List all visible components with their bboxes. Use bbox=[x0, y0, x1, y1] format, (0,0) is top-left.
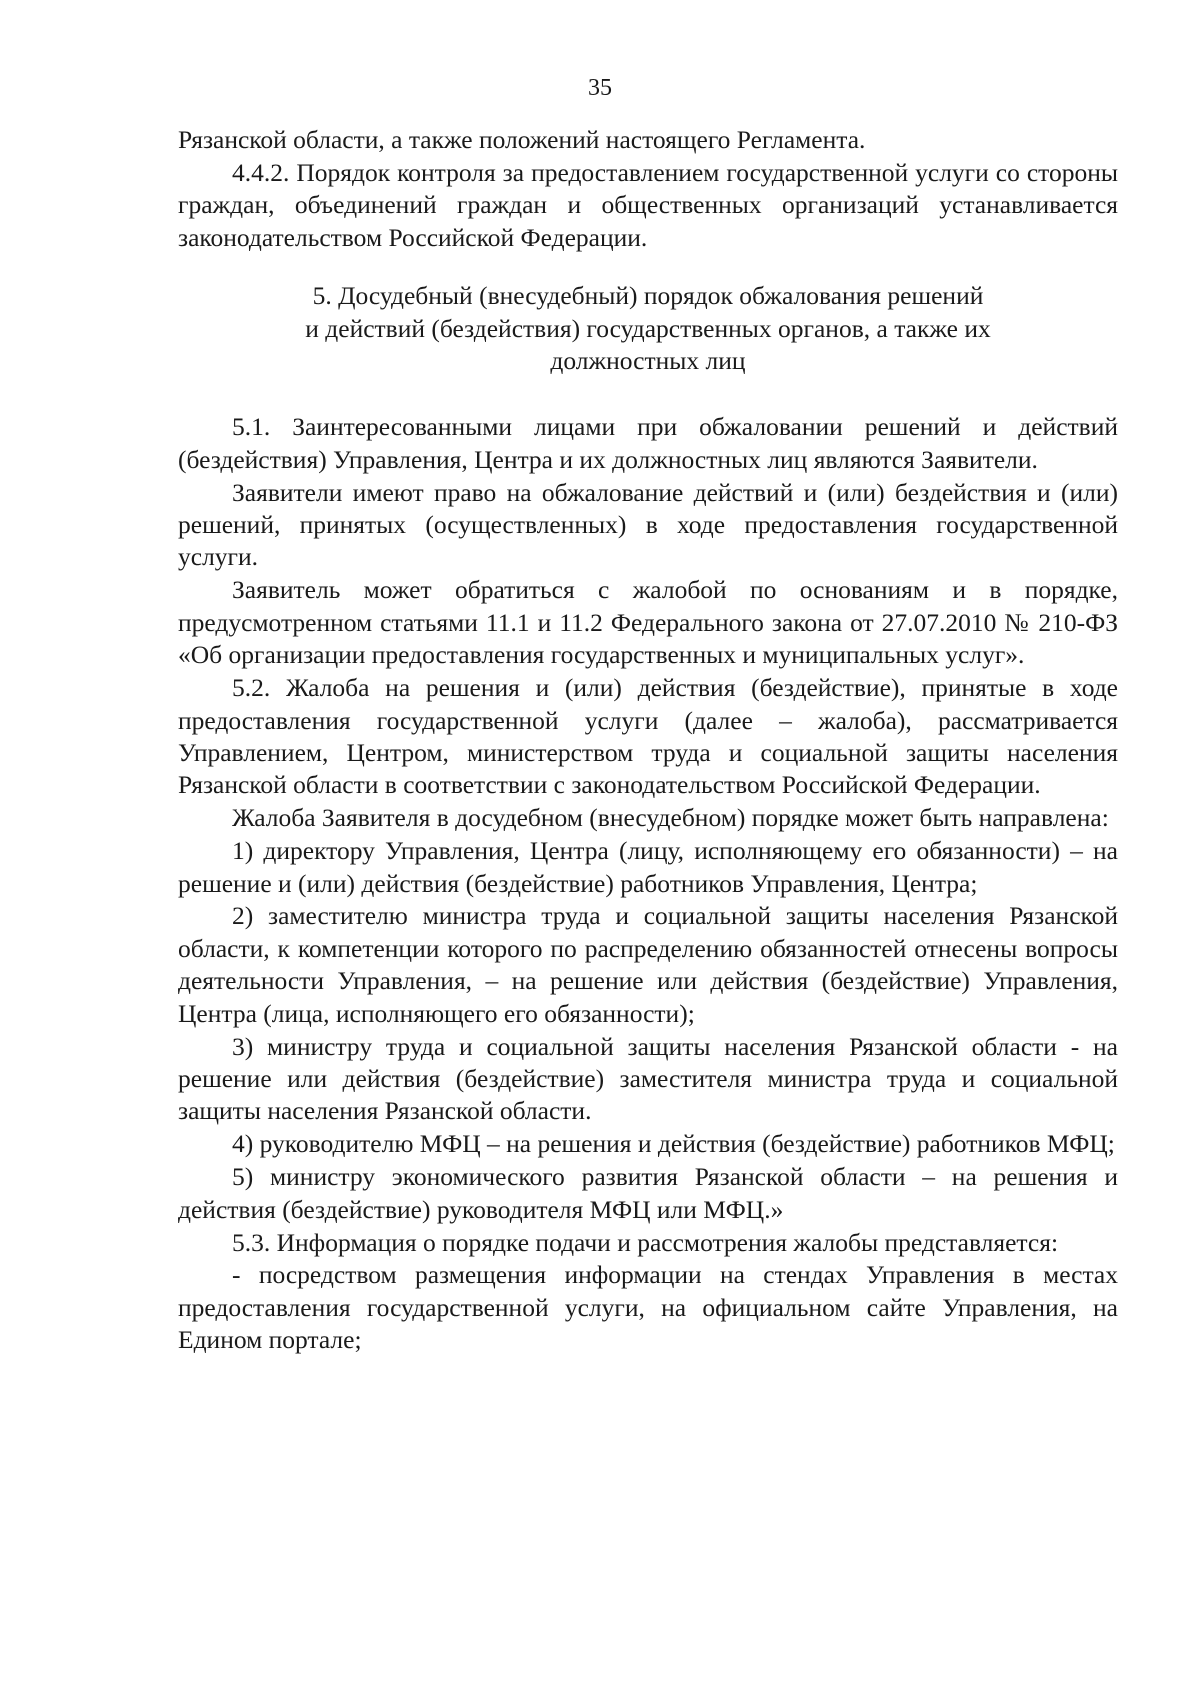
page-number: 35 bbox=[588, 75, 612, 101]
paragraph-5-1: 5.1. Заинтересованными лицами при обжаловании решений и действий (бездействия) Управления, Центра и их должностных лиц являются Заявители. bbox=[178, 412, 1118, 474]
section-heading bbox=[178, 280, 1118, 377]
paragraph-5-3: 5.3. Информация о порядке подачи и рассмотрения жалобы представляется: bbox=[232, 1227, 1059, 1257]
section-heading-line-3: должностных лиц bbox=[550, 345, 746, 375]
paragraph-top-1: 4.4.2. Порядок контроля за предоставлением государственной услуги со стороны граждан, объединений граждан и общественных организаций устанавливается законодательством Российской Федерации. bbox=[178, 157, 1118, 252]
list-item-1: 1) директору Управления, Центра (лицу, исполняющему его обязанности) – на решение и (или) действия (бездействие) работников Управления, Центра; bbox=[178, 836, 1118, 898]
paragraph-5-2: 5.2. Жалоба на решения и (или) действия (бездействие), принятые в ходе предоставления государственной услуги (далее – жалоба), рассматривается Управлением, Центром, министерством труда и социальной защиты населения Рязанской области в соответствии с законодательством Российской Федерации. bbox=[178, 673, 1118, 800]
section-heading-line-2: и действий (бездействия) государственных органов, а также их bbox=[305, 313, 991, 343]
section-heading-line-1: 5. Досудебный (внесудебный) порядок обжалования решений bbox=[312, 281, 984, 311]
list-item-4: 4) руководителю МФЦ – на решения и действия (бездействие) работников МФЦ; bbox=[232, 1129, 1115, 1159]
paragraph-complaint-direction: Жалоба Заявителя в досудебном (внесудебном) порядке может быть направлена: bbox=[232, 803, 1109, 833]
list-item-2: 2) заместителю министра труда и социальной защиты населения Рязанской области, к компетенции которого по распределению обязанностей отнесены вопросы деятельности Управления, – на решение или действия (бездействие) Управления, Центра (лица, исполняющего его обязанности); bbox=[178, 901, 1118, 1028]
paragraph-rights: Заявители имеют право на обжалование действий и (или) бездействия и (или) решений, принятых (осуществленных) в ходе предоставления государственной услуги. bbox=[178, 477, 1118, 572]
paragraph-top-0: Рязанской области, а также положений настоящего Регламента. bbox=[178, 125, 866, 154]
paragraph-law-reference: Заявитель может обратиться с жалобой по основаниям и в порядке, предусмотренном статьями 11.1 и 11.2 Федерального закона от 27.07.2010 № 210-ФЗ «Об организации предоставления государственных и муниципальных услуг». bbox=[178, 575, 1118, 670]
paragraph-info-placement: - посредством размещения информации на стендах Управления в местах предоставления государственной услуги, на официальном сайте Управления, на Едином портале; bbox=[178, 1260, 1118, 1355]
list-item-5: 5) министру экономического развития Рязанской области – на решения и действия (бездействие) руководителя МФЦ или МФЦ.» bbox=[178, 1162, 1118, 1224]
list-item-3: 3) министру труда и социальной защиты населения Рязанской области - на решение или действия (бездействие) заместителя министра труда и социальной защиты населения Рязанской области. bbox=[178, 1031, 1118, 1126]
document-body bbox=[178, 124, 1118, 1357]
